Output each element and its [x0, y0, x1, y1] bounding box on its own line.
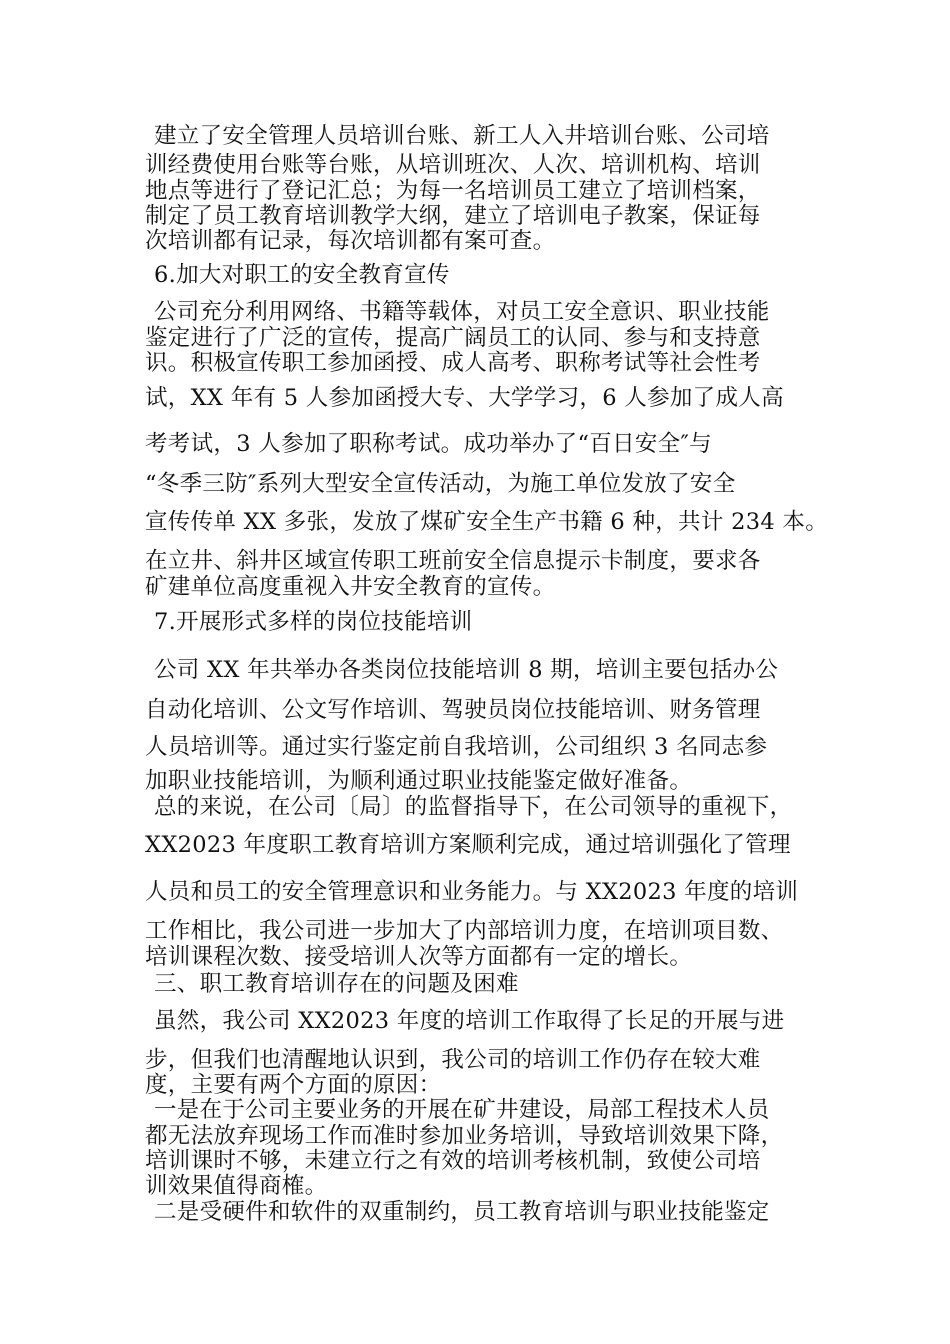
section-heading: 7.开展形式多样的岗位技能培训	[154, 609, 473, 635]
paragraph-line: 自动化培训、公文写作培训、驾驶员岗位技能培训、财务管理	[145, 697, 761, 723]
paragraph-line: 训效果值得商榷。	[145, 1173, 328, 1199]
paragraph-line: 鉴定进行了广泛的宣传，提高广阔员工的认同、参与和支持意	[145, 325, 761, 351]
paragraph-line: 公司 XX 年共举办各类岗位技能培训 8 期，培训主要包括办公	[154, 657, 779, 683]
paragraph-line: 建立了安全管理人员培训台账、新工人入井培训台账、公司培	[154, 123, 770, 149]
paragraph-line: 度，主要有两个方面的原因：	[145, 1072, 442, 1098]
paragraph-line: 步，但我们也清醒地认识到，我公司的培训工作仍存在较大难	[145, 1047, 761, 1073]
paragraph-line: 次培训都有记录，每次培训都有案可查。	[145, 228, 556, 254]
paragraph-line: 培训课时不够，未建立行之有效的培训考核机制，致使公司培	[145, 1148, 761, 1174]
paragraph-line: 虽然，我公司 XX2023 年度的培训工作取得了长足的开展与进	[154, 1008, 785, 1034]
paragraph-line: 制定了员工教育培训教学大纲，建立了培训电子教案，保证每	[145, 203, 761, 229]
paragraph-line: 人员和员工的安全管理意识和业务能力。与 XX2023 年度的培训	[145, 879, 799, 905]
paragraph-line: 识。积极宣传职工参加函授、成人高考、职称考试等社会性考	[145, 350, 761, 376]
paragraph-line: 培训课程次数、接受培训人次等方面都有一定的增长。	[145, 944, 693, 970]
paragraph-line: 宣传传单 XX 多张，发放了煤矿安全生产书籍 6 种，共计 234 本。	[145, 509, 829, 535]
paragraph-line: 试，XX 年有 5 人参加函授大专、大学学习，6 人参加了成人高	[145, 385, 784, 411]
paragraph-line: 矿建单位高度重视入井安全教育的宣传。	[145, 574, 556, 600]
paragraph-line: 一是在于公司主要业务的开展在矿井建设，局部工程技术人员	[154, 1097, 770, 1123]
paragraph-line: 公司充分利用网络、书籍等载体，对员工安全意识、职业技能	[154, 299, 770, 325]
paragraph-line: “冬季三防″系列大型安全宣传活动，为施工单位发放了安全	[145, 471, 736, 497]
section-heading: 6.加大对职工的安全教育宣传	[154, 262, 450, 288]
paragraph-line: XX2023 年度职工教育培训方案顺利完成，通过培训强化了管理	[145, 832, 791, 858]
paragraph-line: 在立井、斜井区域宣传职工班前安全信息提示卡制度，要求各	[145, 548, 761, 574]
paragraph-line: 工作相比，我公司进一步加大了内部培训力度，在培训项目数、	[145, 918, 784, 944]
paragraph-line: 加职业技能培训，为顺利通过职业技能鉴定做好准备。	[145, 768, 693, 794]
paragraph-line: 总的来说，在公司〔局〕的监督指导下，在公司领导的重视下，	[154, 794, 793, 820]
paragraph-line: 都无法放弃现场工作而准时参加业务培训，导致培训效果下降，	[145, 1123, 784, 1149]
paragraph-line: 考考试，3 人参加了职称考试。成功举办了“百日安全″与	[145, 431, 712, 457]
section-heading: 三、职工教育培训存在的问题及困难	[154, 971, 519, 997]
paragraph-line: 人员培训等。通过实行鉴定前自我培训，公司组织 3 名同志参	[145, 734, 768, 760]
paragraph-line: 二是受硬件和软件的双重制约，员工教育培训与职业技能鉴定	[154, 1199, 770, 1225]
paragraph-line: 地点等进行了登记汇总；为每一名培训员工建立了培训档案，	[145, 178, 761, 204]
paragraph-line: 训经费使用台账等台账，从培训班次、人次、培训机构、培训	[145, 152, 761, 178]
